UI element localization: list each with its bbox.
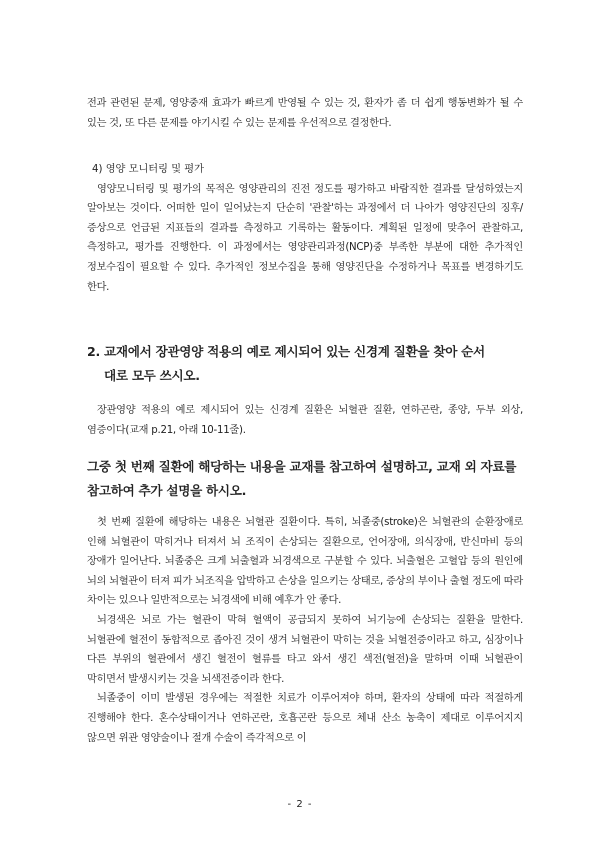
- question-2-answer: 장관영양 적용의 예로 제시되어 있는 신경계 질환은 뇌혈관 질환, 연하곤란, 종양, 두부 외상, 염증이다(교재 p.21, 아래 10-11줄).: [87, 405, 523, 436]
- continuation-paragraph: 전과 관련된 문제, 영양중재 효과가 빠르게 반영될 수 있는 것, 환자가 좀 더 쉽게 행동변화가 될 수 있는 것, 또 다른 문제를 야기시킬 수 있는 문제를 우선적으로 결정한다.: [87, 98, 523, 129]
- question-3-paragraph-2: 뇌경색은 뇌로 가는 혈관이 막혀 혈액이 공급되지 못하여 뇌기능에 손상되는 질환을 말한다. 뇌혈관에 혈전이 동합적으로 좁아진 것이 생겨 뇌혈관이 막히는 것을 뇌혈전증이라고 하고, 심장이나 다른 부위의 혈관에서 생긴 혈전이 혈류를 타고 와서 생긴 색전(혈전)을 말하며 이때 뇌혈관이 막히면서 발생시키는 것을 뇌색전증이라 한다.: [87, 614, 523, 685]
- question-2-block: [87, 340, 523, 440]
- section-4-body: 영양모니터링 및 평가의 목적은 영양관리의 진전 정도를 평가하고 바람직한 결과를 달성하였는지 알아보는 것이다. 어떠한 일이 일어났는지 단순히 '관찰'하는 과정에서 더 나아가 영양진단의 징후/증상으로 언급된 지표들의 결과를 측정하고 기록하는 활동이다. 계획된 일정에 맞추어 관찰하고, 측정하고, 평가를 진행한다. 이 과정에서는 영양관리과정(NCP)중 부족한 부분에 대한 추가적인 정보수집이 필요할 수 있다. 추가적인 정보수집을 통해 영양진단을 수정하거나 목표를 변경하기도 한다.: [87, 183, 523, 293]
- question-3-block: [87, 455, 523, 748]
- question-2-heading: [87, 340, 523, 388]
- question-3-paragraph-1: 첫 번째 질환에 해당하는 내용은 뇌혈관 질환이다. 특히, 뇌졸중(stroke)은 뇌혈관의 순환장애로 인해 뇌혈관이 막히거나 터져서 뇌 조직이 손상되는 질환으로, 언어장애, 의식장애, 반신마비 등의 장애가 일어난다. 뇌졸중은 크게 뇌출혈과 뇌경색으로 구분할 수 있다. 뇌출혈은 고혈압 등의 원인에 뇌의 뇌혈관이 터져 피가 뇌조직을 압박하고 손상을 일으키는 상태로, 증상의 부이나 출혈 정도에 따라 차이는 있으나 일반적으로는 뇌경색에 비해 예후가 안 좋다.: [87, 517, 523, 607]
- section-4-title: 4) 영양 모니터링 및 평가: [92, 164, 204, 175]
- section-4-block: [87, 160, 523, 297]
- page-number: - 2 -: [287, 799, 313, 810]
- question-3-paragraph-3: 뇌졸중이 이미 발생된 경우에는 적절한 치료가 이루어져야 하며, 환자의 상태에 따라 적절하게 진행해야 한다. 혼수상태이거나 연하곤란, 호흡곤란 등으로 체내 산소 농축이 제대로 이루어지지 않으면 위관 영양술이나 절개 수술이 즉각적으로 이: [87, 693, 523, 744]
- question-2-heading-line1: 2. 교재에서 장관영양 적용의 예로 제시되어 있는 신경계 질환을 찾아 순서: [87, 344, 485, 359]
- continuation-block: [87, 94, 523, 133]
- question-3-heading: 그중 첫 번째 질환에 해당하는 내용을 교재를 참고하여 설명하고, 교재 외 자료를 참고하여 추가 설명을 하시오.: [87, 459, 517, 498]
- question-2-heading-line2: 대로 모두 쓰시오.: [104, 368, 200, 383]
